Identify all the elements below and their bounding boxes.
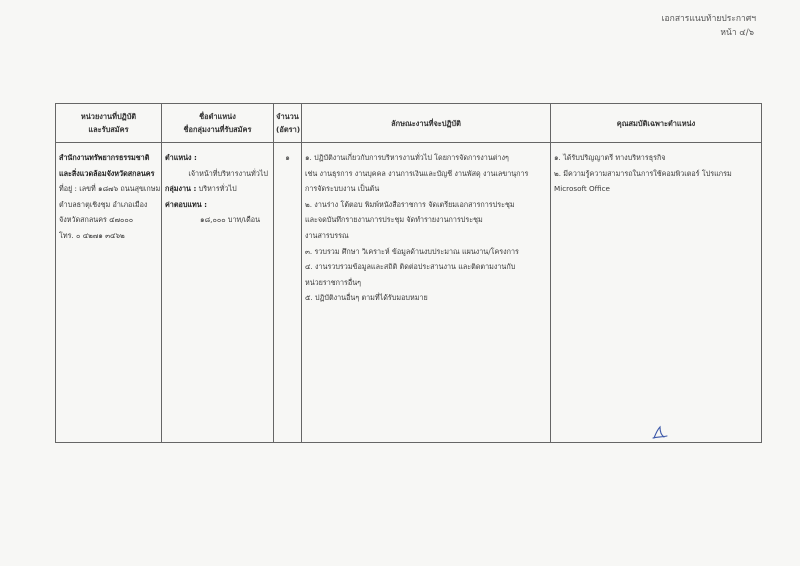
- group-value: บริหารทั่วไป: [198, 184, 237, 194]
- header-agency: [56, 104, 162, 143]
- header-duties: ลักษณะงานที่จะปฏิบัติ: [302, 104, 551, 143]
- page-number: หน้า ๔/๖: [720, 28, 754, 38]
- duty-line: และจดบันทึกรายงานการประชุม จัดทำรายงานการประชุม: [305, 215, 483, 225]
- duty-line: การจัดระบบงาน เป็นต้น: [305, 184, 380, 194]
- qualification-line: ๑. ได้รับปริญญาตรี ทางบริหารธุรกิจ: [554, 153, 666, 162]
- qualifications-cell: [551, 143, 762, 443]
- header-agency-line1: หน่วยงานที่ปฏิบัติ: [80, 112, 137, 121]
- header-qualifications: คุณสมบัติเฉพาะตำแหน่ง: [551, 104, 762, 143]
- annex-note: เอกสารแนบท้ายประกาศฯ: [661, 14, 756, 24]
- header-position-line2: ชื่อกลุ่มงานที่รับสมัคร: [183, 125, 252, 134]
- agency-address-line3: จังหวัดสกลนคร ๔๗๐๐๐: [59, 215, 134, 225]
- header-position: [162, 104, 274, 143]
- header-count-line2: (อัตรา): [276, 125, 301, 134]
- duties-cell: [302, 143, 551, 443]
- salary-value: ๑๘,๐๐๐ บาท/เดือน: [200, 215, 260, 225]
- duty-line: ๑. ปฏิบัติงานเกี่ยวกับการบริหารงานทั่วไป โดยการจัดการงานต่างๆ: [305, 153, 509, 162]
- duty-line: ๕. ปฏิบัติงานอื่นๆ ตามที่ได้รับมอบหมาย: [305, 293, 428, 303]
- position-title: เจ้าหน้าที่บริหารงานทั่วไป: [188, 168, 268, 178]
- position-count: ๑: [285, 153, 290, 162]
- agency-address-line2: ตำบลธาตุเชิงชุม อำเภอเมือง: [59, 199, 148, 209]
- header-position-line1: ชื่อตำแหน่ง: [199, 112, 236, 121]
- header-count: [274, 104, 302, 143]
- table-row: [56, 143, 762, 443]
- position-cell: [162, 143, 274, 443]
- agency-cell: [56, 143, 162, 443]
- qualification-line: Microsoft Office: [554, 184, 610, 194]
- duty-line: ๒. งานร่าง โต้ตอบ พิมพ์หนังสือราชการ จัดเตรียมเอกสารการประชุม: [305, 199, 515, 209]
- table-header-row: [56, 104, 762, 143]
- agency-address-line1: ที่อยู่ : เลขที่ ๑๘๗๖ ถนนสุขเกษม: [59, 184, 161, 194]
- count-cell: [274, 143, 302, 443]
- duty-line: เช่น งานธุรการ งานบุคคล งานการเงินและบัญชี งานพัสดุ งานเลขานุการ: [305, 168, 529, 178]
- header-count-line1: จำนวน: [276, 112, 299, 121]
- header-agency-line2: และรับสมัคร: [88, 125, 129, 134]
- position-label: ตำแหน่ง :: [165, 153, 197, 162]
- duty-line: งานสารบรรณ: [305, 230, 349, 240]
- duty-line: ๓. รวบรวม ศึกษา วิเคราะห์ ข้อมูลด้านงบประมาณ แผนงาน/โครงการ: [305, 246, 519, 256]
- recruitment-table: [55, 103, 762, 443]
- signature-mark: [651, 425, 669, 441]
- agency-phone: โทร. ๐ ๔๒๗๑ ๓๔๖๒: [59, 230, 125, 240]
- duty-line: ๔. งานรวบรวมข้อมูลและสถิติ ติดต่อประสานงาน และติดตามงานกับ: [305, 262, 516, 272]
- salary-label: ค่าตอบแทน :: [165, 199, 208, 209]
- qualification-line: ๒. มีความรู้ความสามารถในการใช้คอมพิวเตอร์ โปรแกรม: [554, 168, 732, 178]
- duty-line: หน่วยราชการอื่นๆ: [305, 277, 362, 287]
- page-header: [662, 12, 756, 40]
- agency-name-line1: สำนักงานทรัพยากรธรรมชาติ: [59, 153, 150, 162]
- agency-name-line2: และสิ่งแวดล้อมจังหวัดสกลนคร: [59, 168, 155, 178]
- group-label: กลุ่มงาน :: [165, 184, 197, 194]
